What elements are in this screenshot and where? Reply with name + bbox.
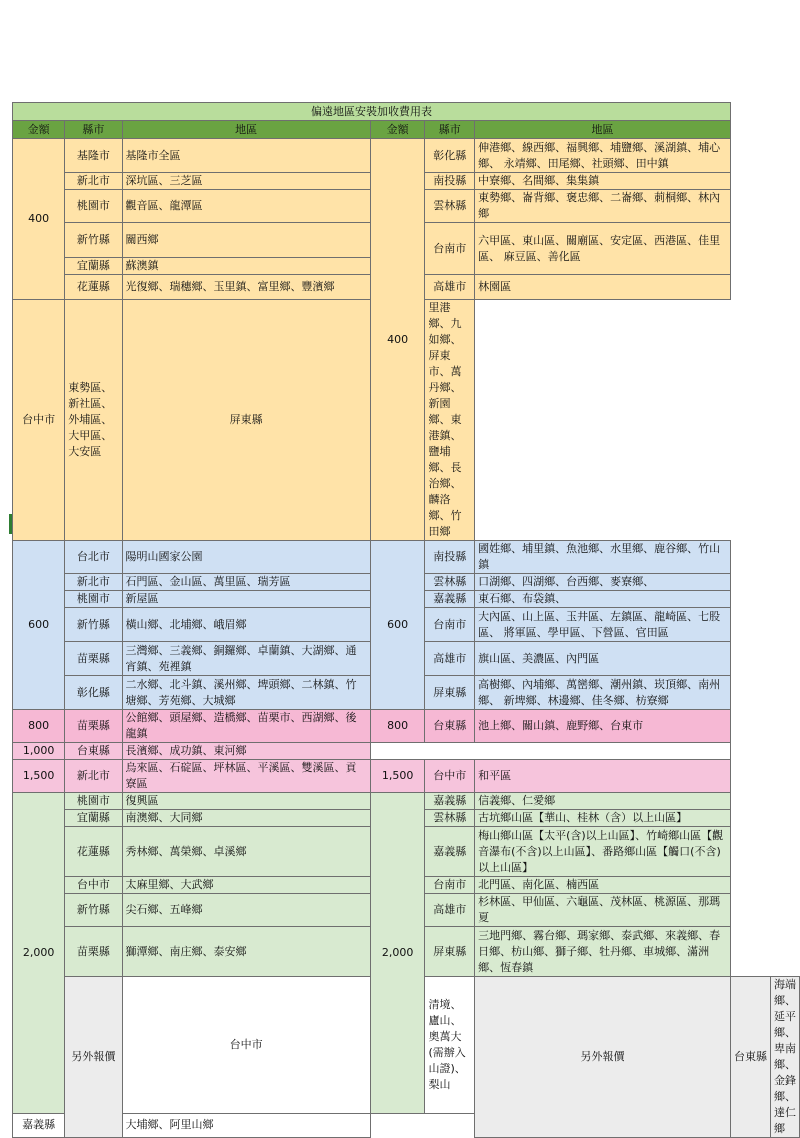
county-cell: 苗栗縣 [65,927,122,977]
county-cell: 台東縣 [425,710,475,743]
area-cell: 陽明山國家公園 [122,541,370,574]
county-cell: 嘉義縣 [13,1113,65,1137]
county-cell: 屏東縣 [122,300,370,541]
area-cell: 梅山鄉山區【太平(含)以上山區】、竹崎鄉山區【觀音瀑布(不含)以上山區】、番路鄉山區【觸口(不含)以上山區】 [475,827,731,877]
area-cell: 公館鄉、頭屋鄉、造橋鄉、苗栗市、西湖鄉、後龍鎮 [122,710,370,743]
county-cell: 新北市 [65,760,122,793]
area-cell: 烏來區、石碇區、坪林區、平溪區、雙溪區、貢寮區 [122,760,370,793]
county-cell: 宜蘭縣 [65,258,122,275]
county-cell: 彰化縣 [65,676,122,710]
county-cell: 台南市 [425,608,475,642]
county-cell: 基隆市 [65,139,122,173]
amount-cell: 600 [13,541,65,710]
county-cell: 桃園市 [65,591,122,608]
area-cell: 深坑區、三芝區 [122,173,370,190]
area-cell: 國姓鄉、埔里鎮、魚池鄉、水里鄉、鹿谷鄉、竹山鎮 [475,541,731,574]
county-cell: 桃園市 [65,793,122,810]
header-amount-left: 金額 [13,121,65,139]
area-cell: 秀林鄉、萬榮鄉、卓溪鄉 [122,827,370,877]
county-cell: 台中市 [13,300,65,541]
county-cell: 嘉義縣 [425,591,475,608]
area-cell: 觀音區、龍潭區 [122,190,370,223]
area-cell: 蘇澳鎮 [122,258,370,275]
area-cell: 池上鄉、關山鎮、鹿野鄉、台東市 [475,710,731,743]
area-cell: 東石鄉、布袋鎮、 [475,591,731,608]
county-cell: 屏東縣 [425,676,475,710]
area-cell: 林園區 [475,275,731,300]
area-cell: 六甲區、東山區、關廟區、安定區、西港區、佳里區、 麻豆區、善化區 [475,223,731,275]
county-cell: 新北市 [65,574,122,591]
area-cell: 太麻里鄉、大武鄉 [122,877,370,894]
county-cell: 台中市 [65,877,122,894]
county-cell: 嘉義縣 [425,793,475,810]
county-cell: 雲林縣 [425,810,475,827]
area-cell: 基隆市全區 [122,139,370,173]
area-cell: 石門區、金山區、萬里區、瑞芳區 [122,574,370,591]
county-cell: 花蓮縣 [65,275,122,300]
area-cell: 大埔鄉、阿里山鄉 [122,1113,370,1137]
county-cell: 高雄市 [425,894,475,927]
area-cell: 旗山區、美濃區、內門區 [475,642,731,676]
amount-cell: 1,500 [370,760,425,793]
area-cell: 三地門鄉、霧台鄉、瑪家鄉、泰武鄉、來義鄉、春日鄉、枋山鄉、獅子鄉、牡丹鄉、車城鄉、滿洲鄉、恆春鎮 [475,927,731,977]
area-cell: 橫山鄉、北埔鄉、峨眉鄉 [122,608,370,642]
county-cell: 台中市 [122,977,370,1114]
county-cell: 南投縣 [425,541,475,574]
amount-cell: 另外報價 [65,977,122,1138]
amount-cell: 600 [370,541,425,710]
county-cell: 彰化縣 [425,139,475,173]
amount-cell: 800 [13,710,65,743]
area-cell: 高樹鄉、內埔鄉、萬巒鄉、潮州鎮、崁頂鄉、南州鄉、 新埤鄉、林邊鄉、佳冬鄉、枋寮鄉 [475,676,731,710]
county-cell: 台南市 [425,223,475,275]
area-cell: 伸港鄉、線西鄉、福興鄉、埔鹽鄉、溪湖鎮、埔心鄉、 永靖鄉、田尾鄉、社頭鄉、田中鎮 [475,139,731,173]
county-cell: 新竹縣 [65,608,122,642]
area-cell: 清境、廬山、奧萬大(需辦入山證)、梨山 [425,977,475,1114]
area-cell: 復興區 [122,793,370,810]
county-cell: 苗栗縣 [65,642,122,676]
area-cell: 海端鄉、延平鄉、卑南鄉、金鋒鄉、達仁鄉 [771,977,800,1138]
amount-cell: 1,000 [13,743,65,760]
header-area-left: 地區 [122,121,370,139]
area-cell: 南澳鄉、大同鄉 [122,810,370,827]
area-cell: 中寮鄉、名間鄉、集集鎮 [475,173,731,190]
area-cell: 北門區、南化區、楠西區 [475,877,731,894]
fee-table [12,102,800,1138]
county-cell: 台中市 [425,760,475,793]
area-cell: 東勢鄉、崙背鄉、褒忠鄉、二崙鄉、莿桐鄉、林內鄉 [475,190,731,223]
area-cell: 三灣鄉、三義鄉、銅鑼鄉、卓蘭鎮、大湖鄉、通宵鎮、苑裡鎮 [122,642,370,676]
county-cell: 宜蘭縣 [65,810,122,827]
county-cell: 桃園市 [65,190,122,223]
empty-cell [370,743,730,760]
county-cell: 屏東縣 [425,927,475,977]
area-cell: 古坑鄉山區【華山、桂林（含）以上山區】 [475,810,731,827]
area-cell: 二水鄉、北斗鎮、溪州鄉、埤頭鄉、二林鎮、竹塘鄉、芳苑鄉、大城鄉 [122,676,370,710]
header-county-right: 縣市 [425,121,475,139]
amount-cell: 1,500 [13,760,65,793]
area-cell: 獅潭鄉、南庄鄉、泰安鄉 [122,927,370,977]
county-cell: 台東縣 [731,977,771,1138]
county-cell: 新竹縣 [65,894,122,927]
county-cell: 南投縣 [425,173,475,190]
county-cell: 新北市 [65,173,122,190]
area-cell: 東勢區、新社區、外埔區、大甲區、大安區 [65,300,122,541]
area-cell: 口湖鄉、四湖鄉、台西鄉、麥寮鄉、 [475,574,731,591]
amount-cell: 2,000 [370,793,425,1114]
amount-cell: 400 [13,139,65,300]
area-cell: 信義鄉、仁愛鄉 [475,793,731,810]
county-cell: 台東縣 [65,743,122,760]
area-cell: 里港鄉、九如鄉、屏東市、萬丹鄉、新園鄉、東港鎮、 鹽埔鄉、長治鄉、麟洛鄉、竹田鄉 [425,300,475,541]
amount-cell: 400 [370,139,425,541]
county-cell: 苗栗縣 [65,710,122,743]
county-cell: 新竹縣 [65,223,122,258]
header-amount-right: 金額 [370,121,425,139]
county-cell: 台南市 [425,877,475,894]
area-cell: 尖石鄉、五峰鄉 [122,894,370,927]
county-cell: 高雄市 [425,275,475,300]
area-cell: 大內區、山上區、玉井區、左鎮區、龍崎區、七股區、 將軍區、學甲區、下營區、官田區 [475,608,731,642]
area-cell: 和平區 [475,760,731,793]
county-cell: 台北市 [65,541,122,574]
table-title: 偏遠地區安裝加收費用表 [13,103,731,121]
area-cell: 新屋區 [122,591,370,608]
county-cell: 花蓮縣 [65,827,122,877]
county-cell: 嘉義縣 [425,827,475,877]
header-area-right: 地區 [475,121,731,139]
county-cell: 高雄市 [425,642,475,676]
area-cell: 杉林區、甲仙區、六龜區、茂林區、桃源區、那瑪夏 [475,894,731,927]
amount-cell: 2,000 [13,793,65,1114]
amount-cell: 另外報價 [475,977,731,1138]
area-cell: 光復鄉、瑞穗鄉、玉里鎮、富里鄉、豐濱鄉 [122,275,370,300]
amount-cell: 800 [370,710,425,743]
area-cell: 關西鄉 [122,223,370,258]
county-cell: 雲林縣 [425,574,475,591]
header-county-left: 縣市 [65,121,122,139]
area-cell: 長濱鄉、成功鎮、東河鄉 [122,743,370,760]
county-cell: 雲林縣 [425,190,475,223]
